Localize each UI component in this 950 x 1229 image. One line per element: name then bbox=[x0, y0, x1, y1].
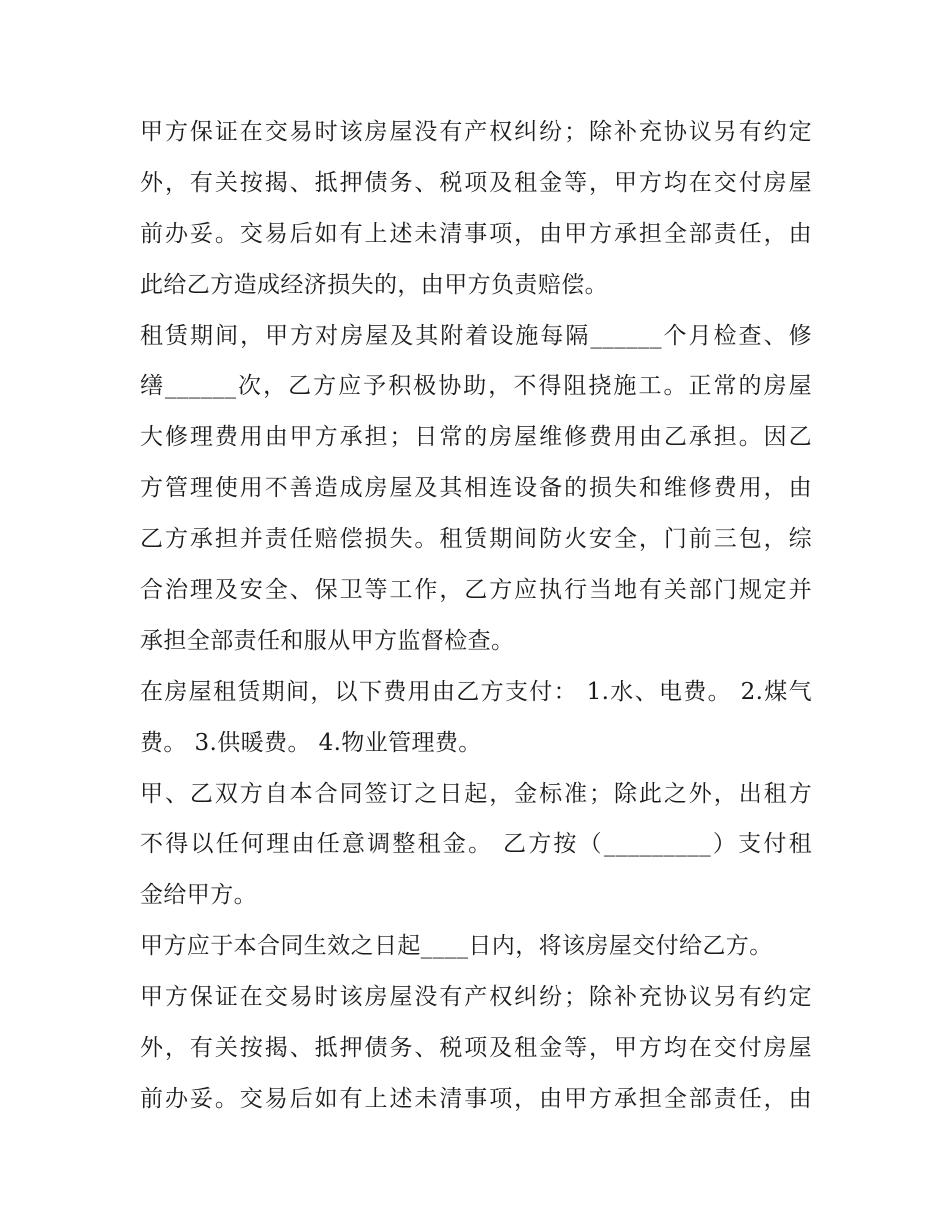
text-line: 外，有关按揭、抵押债务、税项及租金等，甲方均在交付房屋 bbox=[140, 169, 812, 196]
text-line: 前办妥。交易后如有上述未清事项，由甲方承担全部责任，由 bbox=[140, 1085, 812, 1112]
text-line: 租赁期间，甲方对房屋及其附着设施每隔______个月检查、修 bbox=[140, 322, 812, 349]
text-line: 不得以任何理由任意调整租金。 乙方按（_________）支付租 bbox=[140, 831, 812, 858]
text-line: 甲方保证在交易时该房屋没有产权纠纷；除补充协议另有约定 bbox=[140, 119, 812, 145]
text-line: 外，有关按揭、抵押债务、税项及租金等，甲方均在交付房屋 bbox=[140, 1035, 812, 1062]
paragraph-delivery bbox=[140, 921, 812, 972]
document-body bbox=[140, 107, 812, 1125]
paragraph-property-guarantee bbox=[140, 107, 812, 311]
text-line: 合治理及安全、保卫等工作，乙方应执行当地有关部门规定并 bbox=[140, 577, 812, 604]
text-line: 乙方承担并责任赔偿损失。租赁期间防火安全，门前三包，综 bbox=[140, 526, 812, 553]
text-line: 甲方应于本合同生效之日起____日内，将该房屋交付给乙方。 bbox=[140, 933, 773, 960]
text-line: 方管理使用不善造成房屋及其相连设备的损失和维修费用，由 bbox=[140, 475, 812, 502]
paragraph-maintenance bbox=[140, 311, 812, 667]
text-line: 甲方保证在交易时该房屋没有产权纠纷；除补充协议另有约定 bbox=[140, 984, 812, 1011]
paragraph-fees bbox=[140, 667, 812, 769]
text-line: 前办妥。交易后如有上述未清事项，由甲方承担全部责任，由 bbox=[140, 220, 812, 247]
text-line: 在房屋租赁期间，以下费用由乙方支付： 1.水、电费。 2.煤气 bbox=[140, 678, 812, 705]
text-line: 缮______次，乙方应予积极协助，不得阻挠施工。正常的房屋 bbox=[140, 373, 812, 400]
text-line: 此给乙方造成经济损失的，由甲方负责赔偿。 bbox=[140, 271, 608, 298]
paragraph-property-guarantee-repeat bbox=[140, 972, 812, 1125]
text-line: 承担全部责任和服从甲方监督检查。 bbox=[140, 627, 515, 654]
text-line: 金给甲方。 bbox=[140, 882, 257, 909]
paragraph-rent-adjustment bbox=[140, 769, 812, 922]
text-line: 费。 3.供暖费。 4.物业管理费。 bbox=[140, 729, 482, 756]
text-line: 甲、乙双方自本合同签订之日起，金标准；除此之外，出租方 bbox=[140, 780, 812, 807]
text-line: 大修理费用由甲方承担；日常的房屋维修费用由乙承担。因乙 bbox=[140, 424, 812, 451]
